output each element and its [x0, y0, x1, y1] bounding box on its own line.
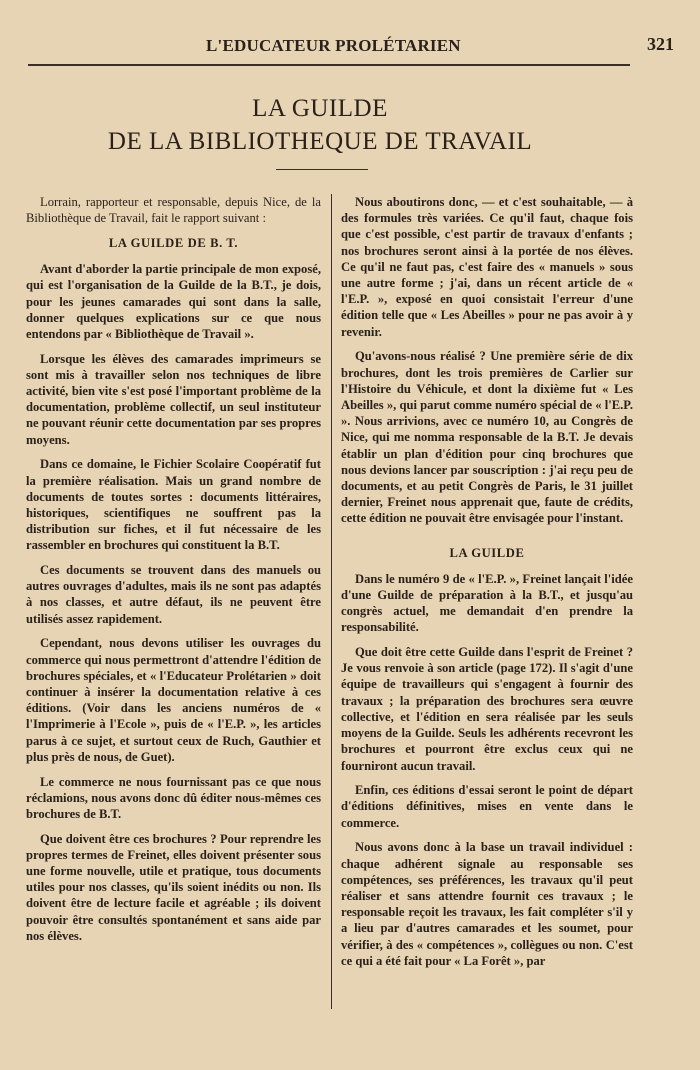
page-header: [28, 34, 674, 66]
right-column: [341, 194, 633, 977]
paragraph: Que doit être cette Guilde dans l'esprit de Freinet ? Je vous renvoie à son article (page 172). Il s'agit d'une équipe de travailleurs qui s'engagent à fournir des travaux ; la préparation des brochures sera œuvre collective, et l'édition en sera réalisée par les seuls moyens de la Guilde. Seuls les adhérents recevront les brochures et pourront être exclus ceux qui ne fourniront aucun travail.: [341, 645, 633, 773]
article-title: [0, 92, 640, 158]
paragraph: Dans le numéro 9 de « l'E.P. », Freinet lançait l'idée d'une Guilde de préparation à la B.T., et jusqu'au congrès actuel, me demandait d'en prendre la responsabilité.: [341, 571, 633, 635]
paragraph: Qu'avons-nous réalisé ? Une première série de dix brochures, dont les trois premières de Carlier sur l'Histoire du Véhicule, et dont la dixième fut « Les Abeilles », qui parut comme numéro spécial de « l'E.P. ». Nous arrivions, avec ce numéro 10, au Congrès de Nice, qui me nomma responsable de la B.T. Je devais établir un plan d'édition pour cinq brochures que nous devions lancer par souscription : j'ai reçu peu de documents, et au petit Congrès de Paris, le 31 juillet dernier, Freinet nous apprenait que, faute de crédits, cette édition ne pouvait être envisagée pour l'instant.: [341, 349, 633, 526]
section-heading-guilde-bt: LA GUILDE DE B. T.: [108, 235, 239, 250]
paragraph: Le commerce ne nous fournissant pas ce que nous réclamions, nous avons donc dû éditer nous-mêmes ces brochures de B.T.: [26, 774, 321, 821]
paragraph: Cependant, nous devons utiliser les ouvrages du commerce qui nous permettront d'attendre l'édition de brochures spéciales, et « l'Educateur Prolétarien » doit continuer à insérer la documentation relative à ces éditions. (Voir dans les anciens numéros de « l'Imprimerie à l'Ecole », puis de « l'E.P. », les articles parus à ce sujet, et surtout ceux de Ruch, Gauthier et plus près de nous, de Guet).: [26, 636, 321, 764]
paragraph: Nous avons donc à la base un travail individuel : chaque adhérent signale au responsable ses compétences, ses préférences, les travaux qu'il peut réaliser et sans attendre fournit ces travaux ; le responsable reçoit les travaux, les fait compléter s'il y a lieu par d'autres camarades et les soumet, pour vérifier, à des « compétences », collègues ou non. C'est ce qui a été fait pour « La Forêt », par: [341, 840, 633, 968]
title-line-2: DE LA BIBLIOTHEQUE DE TRAVAIL: [107, 128, 533, 155]
left-column: [26, 194, 321, 953]
intro-paragraph: Lorrain, rapporteur et responsable, depuis Nice, de la Bibliothèque de Travail, fait le rapport suivant :: [26, 195, 321, 226]
paragraph: Ces documents se trouvent dans des manuels ou autres ouvrages d'adultes, mais ils ne sont pas adaptés à nos classes, et autre défaut, ils ne peuvent être utilisés assez rapidement.: [26, 563, 321, 626]
paragraph: Nous aboutirons donc, — et c'est souhaitable, — à des formules très variées. Ce qu'il faut, chaque fois que c'est possible, c'est partir de travaux d'enfants ; nos brochures seront ainsi à la portée de nos élèves. Ce qu'il ne faut pas, c'est faire des « manuels » sous une autre forme ; j'ai, dans un récent article de « l'E.P. », exposé en quoi consistait l'erreur d'une édition telle que « Les Abeilles » pour ne pas avoir à y revenir.: [341, 195, 633, 339]
section-heading-guilde: LA GUILDE: [449, 545, 525, 560]
column-divider: [331, 194, 332, 1009]
title-line-1: LA GUILDE: [252, 95, 388, 122]
title-rule: [276, 169, 368, 170]
running-title: L'EDUCATEUR PROLÉTARIEN: [206, 36, 461, 55]
paragraph: Que doivent être ces brochures ? Pour reprendre les propres termes de Freinet, elles doivent présenter sous une forme nouvelle, utile et pratique, tous documents utiles pour nos classes, qu'ils soient inédits ou non. Ils doivent être de lecture facile et agréable ; ils doivent pouvoir être consultés spontanément et sans aide par nos élèves.: [26, 831, 321, 943]
paragraph: Dans ce domaine, le Fichier Scolaire Coopératif fut la première réalisation. Mais un grand nombre de documents de toutes sortes : documents littéraires, historiques, scientifiques ne souffrent pas la distribution sur fiches, et il fut nécessaire de les rassembler en brochures qui constituent la B.T.: [26, 457, 321, 553]
paragraph: Avant d'aborder la partie principale de mon exposé, qui est l'organisation de la Guilde de la B.T., je dois, pour les jeunes camarades qui sont dans la salle, donner quelques explications sur ce que nous entendons par « Bibliothèque de Travail ».: [26, 262, 321, 341]
page-number: 321: [647, 34, 674, 54]
paragraph: Enfin, ces éditions d'essai seront le point de départ d'éditions définitives, mises en vente dans le commerce.: [341, 783, 633, 830]
paragraph: Lorsque les élèves des camarades imprimeurs se sont mis à travailler selon nos techniques de libre activité, bien vite s'est posé l'important problème de la documentation, problème collectif, un seul instituteur ne pouvant réunir cette documentation par ses propres moyens.: [26, 351, 321, 447]
